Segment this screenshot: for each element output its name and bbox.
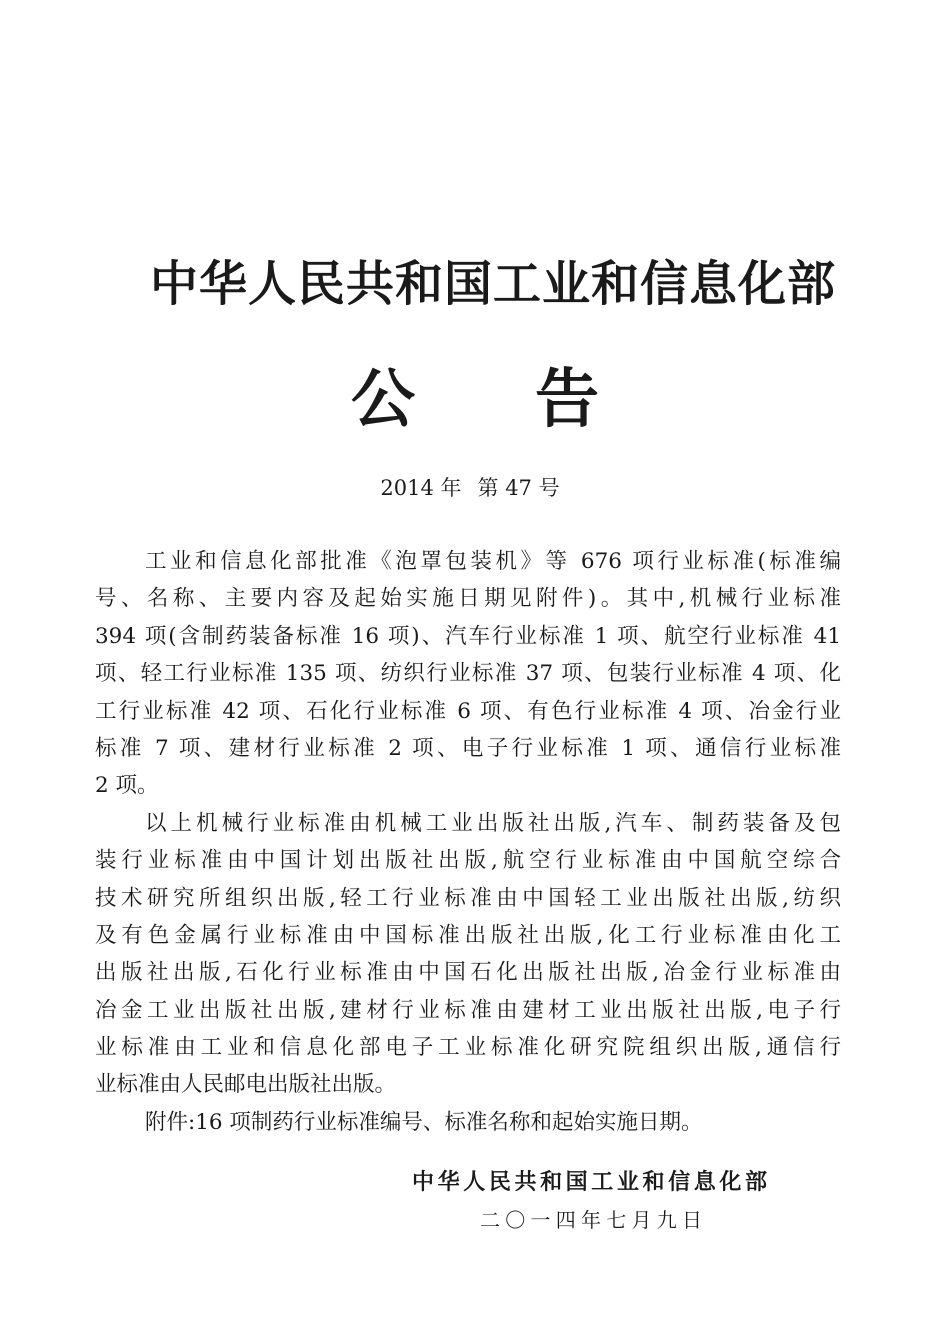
- paragraph-line: 工业和信息化部批准《泡罩包装机》等 676 项行业标准(标准编: [145, 549, 841, 574]
- paragraph-line: 394 项(含制药装备标准 16 项)、汽车行业标准 1 项、航空行业标准 41: [95, 623, 841, 649]
- document-serial: 第 47 号: [477, 476, 560, 500]
- paragraph-line: 装行业标准由中国计划出版社出版,航空行业标准由中国航空综合: [95, 848, 841, 874]
- paragraph-line: 标准 7 项、建材行业标准 2 项、电子行业标准 1 项、通信行业标准: [95, 735, 841, 761]
- paragraph-line: 工行业标准 42 项、石化行业标准 6 项、有色行业标准 4 项、冶金行业: [95, 698, 841, 724]
- paragraph-line: 出版社出版,石化行业标准由中国石化出版社出版,冶金行业标准由: [95, 960, 841, 986]
- paragraph-line: 以上机械行业标准由机械工业出版社出版,汽车、制药装备及包: [145, 810, 841, 836]
- paragraph: [95, 1104, 841, 1141]
- paragraph-line: 及有色金属行业标准由中国标准出版社出版,化工行业标准由化工: [95, 922, 841, 948]
- issuer-title: 中华人民共和国工业和信息化部: [150, 256, 837, 312]
- paragraph-line: 技术研究所组织出版,轻工行业标准由中国轻工业出版社出版,纺织: [95, 885, 841, 911]
- signature-date: 二〇一四年七月九日: [480, 1208, 702, 1232]
- paragraph-line: 业标准由工业和信息化部电子工业标准化研究院组织出版,通信行: [95, 1035, 841, 1061]
- paragraph-line: 冶金工业出版社出版,建材行业标准由建材工业出版社出版,电子行: [95, 997, 841, 1023]
- paragraph: [95, 805, 841, 1104]
- document-body: [95, 543, 841, 1141]
- paragraph: [95, 543, 841, 805]
- paragraph-line: 附件:16 项制药行业标准编号、标准名称和起始实施日期。: [145, 1109, 703, 1135]
- document-year: 2014 年: [380, 476, 462, 500]
- signature-issuer: 中华人民共和国工业和信息化部: [412, 1169, 767, 1195]
- document-type-heading: [0, 362, 950, 438]
- document-type-char: 公: [351, 362, 415, 437]
- document-number: [0, 474, 940, 502]
- paragraph-line: 项、轻工行业标准 135 项、纺织行业标准 37 项、包装行业标准 4 项、化: [95, 661, 841, 687]
- document-type-char: 告: [535, 362, 599, 437]
- paragraph-line: 号、名称、主要内容及起始实施日期见附件)。其中,机械行业标准: [95, 586, 841, 612]
- paragraph-line: 2 项。: [95, 773, 159, 799]
- paragraph-line: 业标准由人民邮电出版社出版。: [95, 1072, 397, 1098]
